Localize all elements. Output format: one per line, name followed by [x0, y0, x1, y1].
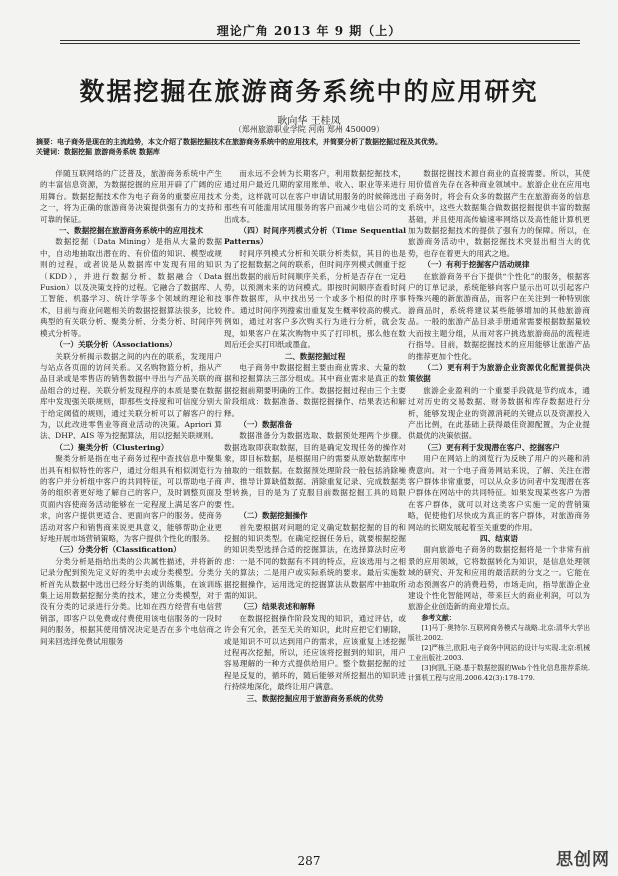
paragraph: 而永远不会转为长期客户，利用数据挖掘技术，通过用户最近几期的家用账单、收入、职业等来进行分类，这样就可以在客户申请试用服务的时候筛选出那些有可能滥用试用服务的客户而减少电信公司的支出成本。	[224, 169, 406, 224]
page-number: 287	[297, 854, 321, 868]
header-rule	[60, 40, 580, 44]
references-title: 参考文献：	[421, 613, 456, 622]
reference-item: [2]严栋兰,欧阳.电子商务中网站的设计与实现.北京:机械工业出版社.2003.	[408, 643, 590, 662]
reference-item: [3]何凯,王晓.基于数据挖掘的Web个性化信息推荐系统.计算机工程与应用.2006.42(3):178-179.	[408, 663, 590, 682]
paragraph: 关联分析揭示数据之间的内在的联系，发现用户与站点各页面的访问关系。又名购物篮分析，指从产品目录或是零售店的销售数据中寻出与产品关联的商品组合的过程。关联分析发现程序的本质是要在数据库中发现强关联规则，即那些支持度和可信度分别大于给定阈值的规则，通过关联分析可以了解客户的行为，以此改进零售业等商业活动的决策。Apriori 算法、DHP、AIS 等为挖掘算法，用以挖掘关联规则。	[40, 351, 222, 441]
section-heading: 四、结束语	[480, 534, 518, 543]
subsection-heading: （二）更有利于为旅游企业资源优化配置提供决策依据	[408, 362, 590, 384]
paper-title: 数据挖掘在旅游商务系统中的应用研究	[79, 77, 539, 106]
subsection-heading: （一）数据准备	[239, 419, 293, 429]
reference-item: [1]马丁·奥特尔.互联网商务模式与战略.北京:清华大学出版社.2002.	[408, 623, 590, 642]
subsection-heading: （二）数据挖掘操作	[239, 511, 308, 521]
paragraph: 聚类分析是指在电子商务过程中查找信息中聚集出具有相似特性的客户，通过分组具有相似浏览行为的客户并分析组中客户的共同特征，可以帮助电子商务的组织者更好地了解自己的客户，及时调整页面及页面内容使商务活动能够在一定程度上满足客户的要求，向客户提供更适合、更面向客户的服务。使商务活动对客户和销售商来说更具意义，能够帮助企业更好地开展市场营销策略，为客户提供个性化的服务。	[40, 454, 222, 543]
section-heading: 二、数据挖掘过程	[284, 351, 346, 361]
subsection-heading: （二）聚类分析（Clustering）	[55, 442, 169, 452]
paragraph: 时间序列模式分析和关联分析类似，其目的也是为了挖掘数据之间的联系，但时间序列模式侧重于挖掘出数据的前后时间顺序关系，分析是否存在一定趋势，以预测未来的访问模式。即按时间顺序查看时间事件数据库，从中找出另一个或多个相似的时序事件。通过时间序列搜索出重复发生概率较高的模式。例如，通过对客户多次购买行为进行分析，就会发现，如果客户在某次购物中买了打印机，那么他在数周后还会买打印纸或墨盒。	[224, 248, 406, 350]
column-2	[224, 168, 406, 796]
watermark-logo: 思创网	[556, 850, 610, 870]
paragraph: 电子商务中数据挖掘主要由商业需求、大量的数据和挖掘算法三部分组成。其中商业需求是真正的数据挖掘前期要明确的工作。数据挖掘过程由三个主要阶段组成：数据准备、数据挖掘操作、结果表达和解释。	[224, 362, 406, 418]
subsection-heading: （四）时间序列模式分析（Time Sequential Patterns）	[224, 226, 406, 247]
paragraph: 数据挖掘（Data Mining）是指从大量的数据中，自动地抽取出潜在的、有价值的知识、模型或规则的过程，或者说是从数据库中发现有用的知识（KDD），并进行数据分析、数据融合（Data Fusion）以及决策支持的过程。它融合了数据库、人工智能、机器学习、统计学等多个领域的理论和技术，目前与商业问题相关的数据挖掘算法很多，比较典型的有关联分析、聚类分析、分类分析、时间序列模式分析等。	[40, 237, 222, 338]
abstract: 摘要：电子商务是现在的主流趋势，本文介绍了数据挖掘技术在旅游商务系统中的应用技术，并简要分析了数据挖掘过程及其优势。	[36, 137, 442, 146]
subsection-heading: （三）分类分析（Classification）	[55, 545, 181, 555]
paragraph: 数据准备分为数据选取、数据预处理两个步骤。数据选取即获取数据，目的是确定发现任务的操作对象，即目标数据，是根据用户的需要从原始数据库中抽取的一组数据。在数据预处理阶段一般包括消除噪声、推导计算缺值数据、消除重复记录、完成数据类型转换，目的是为了克服目前数据挖掘工具的局限性。	[224, 431, 406, 509]
running-header: 理论广角 2013 年 9 期（上）	[216, 24, 402, 38]
affiliation: （郑州旅游职业学院 河南 郑州 450009）	[233, 125, 385, 134]
paragraph: 旅游企业盈利的一个重要手段就是节约成本，通过对历史的交易数据、财务数据和库存数据进行分析，能够发现企业的资源消耗的关键点以及资源投入产出比例，在此基础上获得最佳资源配置，为企业提供最优的决策依据。	[408, 385, 590, 441]
paragraph: 分类分析是指给出类的公共属性描述，并将新的记录分配到预先定义好的类中去或分类模型。分类分析首先从数据中选出已经分好类的训练集，在该训练集上运用数据挖掘分类的技术，建立分类模型，对于没有分类的记录进行分类。比如在西方经营有电信营销部，即客户以免费或付费使用该电信服务的一段时间的服务，根据其使用情况决定是否在多个电信商之间来回选择免费试用服务	[40, 556, 222, 646]
subsection-heading: （一）关联分析（Associations）	[55, 340, 177, 350]
paragraph: 用户在网站上的浏览行为反映了用户的兴趣和消费意向。对一个电子商务网站来说，了解、关注在潜客户群体非常重要，可以从众多访问者中发现潜在客户群体在网站中的共同特征。如果发现某些客户为潜在客户群体，就可以对这类客户实施一定的营销策略，促使他们尽快成为真正的客户群体，对旅游商务网站的长期发展起着至关重要的作用。	[408, 454, 590, 532]
section-heading: 一、数据挖掘在旅游商务系统中的应用技术	[58, 226, 204, 236]
paragraph: 数据挖掘技术源自商业的直接需要。所以，其使用价值首先存在各种商业领域中。旅游企业在应用电子商务时，将会有众多的数据产生在旅游商务的信息系统中，这些大数据集合做数据挖掘提供丰富的数据基础，并且使用高传输速率网络以及高性能计算机更加为数据挖掘技术的提供了强有力的保障。所以，在旅游商务活动中，数据挖掘技术突显出相当大的优势，也存在着更大的用武之地。	[408, 169, 590, 258]
abstract-block	[36, 137, 596, 157]
column-1	[40, 168, 222, 796]
paragraph: 面向旅游电子商务的数据挖掘将是一个非常有前景的应用领域，它将数据转化为知识，是信息处理领域的研究、开发和应用的最活跃的分支之一。它能在动态预测客户的消费趋势，市场走向，指导旅游企业建设个性化智能网站，带来巨大的商业利润，可以为旅游企业创造新的商业增长点。	[408, 545, 590, 612]
paragraph: 在旅游商务平台下提供“个性化”的服务，根据客户的订单记录，系统能够向客户显示出可以引起客户特殊兴趣的新旅游商品，而客户在关注到一种特别旅游商品时，系统将建议某些能够增加的其他旅游商品。一般的旅游产品目录手册通常需要根据数据量较大而按主题分组，从而对客户挑选旅游商品的流程进行指导。目前，数据挖掘技术的应用能够让旅游产品的推荐更加个性化。	[408, 271, 590, 361]
paragraph: 伴随互联网络的广泛普及，旅游商务系统中产生的丰富信息资源，为数据挖掘的应用开辟了广阔的应用舞台。数据挖掘技术作为电子商务的重要应用技术之一，将为正确的旅游商务决策提供强有力的支持和可靠的保证。	[40, 169, 222, 224]
paragraph: 在数据挖掘操作阶段发现的知识，通过评估，或许会有冗余，甚至无关的知识，此时应把它们剔除，或是知识不可以达到用户的需求，应该重复上述挖掘过程再次挖掘，所以，还应该将挖掘到的知识，用户容易理解的一种方式提供给用户。整个数据挖掘的过程是反复的，循环的，随后能够对所挖掘出的知识进行持续地深化，最终让用户满意。	[224, 613, 406, 692]
subsection-heading: （三）更有利于发现潜在客户、挖掘客户	[423, 442, 560, 452]
column-3	[408, 168, 590, 796]
paragraph: 首先要根据对问题的定义确定数据挖掘的目的和挖掘的知识类型。在确定挖掘任务后，就要根据挖掘的知识类型选择合适的挖掘算法，在选择算法时应考虑：一是不同的数据有不同的特点，应该选用与之相关的算法；二是用户或实际系统的要求。最后实施数据挖掘操作，运用选定的挖掘算法从数据库中抽取所需的知识。	[224, 522, 406, 601]
section-heading: 三、数据挖掘应用于旅游商务系统的优势	[246, 693, 384, 703]
authors: 耿向华 王桂凤	[277, 116, 341, 127]
keywords: 关键词：数据挖掘 旅游商务系统 数据库	[36, 147, 160, 156]
subsection-heading: （三）结果表述和解释	[239, 602, 316, 612]
subsection-heading: （一）有利于挖掘客户活动规律	[423, 260, 530, 270]
